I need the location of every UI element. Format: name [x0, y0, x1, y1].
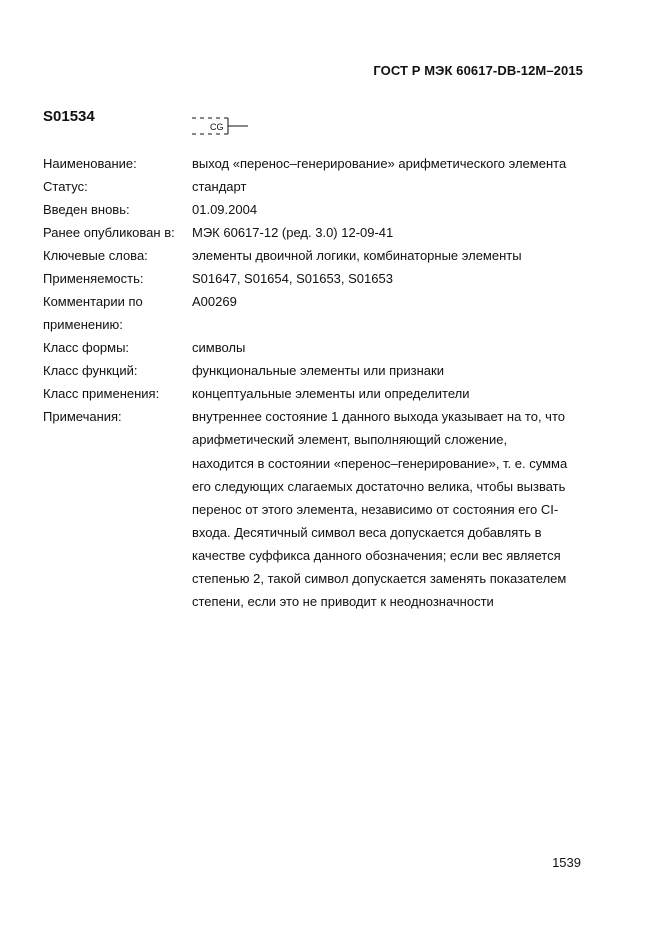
carry-generate-symbol	[192, 114, 252, 138]
field-value: 01.09.2004	[192, 202, 258, 217]
notes-line: степени, если это не приводит к неоднозначности	[192, 594, 494, 609]
document-header: ГОСТ Р МЭК 60617-DB-12M–2015	[373, 63, 583, 78]
field-label: Статус:	[43, 179, 88, 194]
field-label: Применяемость:	[43, 271, 144, 286]
notes-line: внутреннее состояние 1 данного выхода указывает на то, что	[192, 409, 565, 424]
notes-line: перенос от этого элемента, независимо от состояния его CI-	[192, 502, 559, 517]
field-label: Введен вновь:	[43, 202, 130, 217]
field-value: A00269	[192, 294, 237, 309]
field-value: S01647, S01654, S01653, S01653	[192, 271, 393, 286]
notes-line: степенью 2, такой символ допускается заменять показателем	[192, 571, 567, 586]
notes-line: находится в состоянии «перенос–генерирование», т. е. сумма	[192, 456, 568, 471]
notes-line: арифметический элемент, выполняющий сложение,	[192, 432, 508, 447]
symbol-code: S01534	[43, 108, 95, 125]
field-label: Класс формы:	[43, 340, 130, 355]
notes-line: качестве суффикса данного обозначения; если вес является	[192, 548, 561, 563]
notes-line: его следующих слагаемых достаточно велика, чтобы вызвать	[192, 479, 566, 494]
field-value: функциональные элементы или признаки	[192, 363, 444, 378]
field-value: стандарт	[192, 179, 247, 194]
field-label: Класс применения:	[43, 386, 160, 401]
field-value: символы	[192, 340, 246, 355]
field-label: Примечания:	[43, 409, 122, 424]
field-value: МЭК 60617-12 (ред. 3.0) 12-09-41	[192, 225, 394, 240]
field-label: Наименование:	[43, 156, 137, 171]
field-value: выход «перенос–генерирование» арифметического элемента	[192, 156, 567, 171]
field-value: концептуальные элементы или определители	[192, 386, 470, 401]
field-label: Класс функций:	[43, 363, 138, 378]
field-label: Ключевые слова:	[43, 248, 148, 263]
page-number: 1539	[552, 855, 581, 870]
notes-line: входа. Десятичный символ веса допускается добавлять в	[192, 525, 542, 540]
field-label: применению:	[43, 317, 123, 332]
field-label: Ранее опубликован в:	[43, 225, 175, 240]
symbol-label: CG	[210, 122, 224, 132]
field-value: элементы двоичной логики, комбинаторные элементы	[192, 248, 522, 263]
field-label: Комментарии по	[43, 294, 143, 309]
